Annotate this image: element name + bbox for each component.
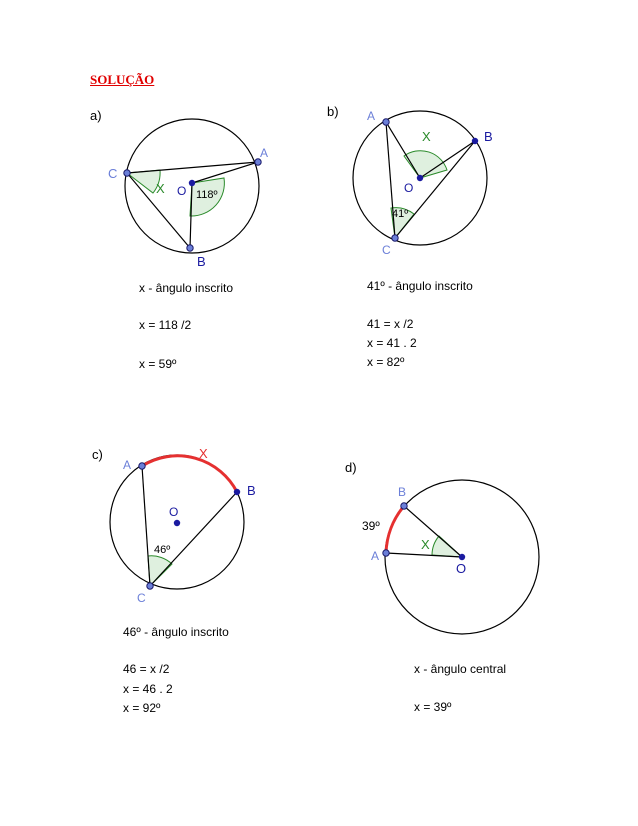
label-c: C: [382, 243, 391, 257]
inscribed-angle-46-sector: [148, 556, 172, 586]
label-o: O: [456, 561, 467, 576]
center-o: [189, 180, 195, 186]
label-o: O: [169, 505, 179, 519]
point-a: [383, 550, 389, 556]
point-c: [124, 170, 130, 176]
figure-a: [108, 119, 268, 269]
point-b: [234, 489, 240, 495]
arc-x-label: X: [199, 446, 208, 461]
figure-c: [110, 446, 256, 605]
chord-ac: [142, 466, 150, 586]
solution-a-line-2: x = 118 /2: [139, 318, 192, 332]
solution-b-line-3: x = 41 . 2: [367, 336, 417, 350]
radius-oa: [386, 122, 420, 178]
figure-b: [353, 109, 493, 257]
solution-b-line-4: x = 82º: [367, 355, 405, 369]
arc-ab: [386, 506, 404, 553]
part-d-label: d): [345, 460, 357, 475]
angle-x-label: X: [156, 181, 165, 196]
solution-d-line-2: x = 39º: [414, 700, 452, 714]
label-c: C: [108, 166, 118, 181]
point-b: [187, 245, 193, 251]
solution-b-line-2: 41 = x /2: [367, 317, 414, 331]
solution-a-line-1: x - ângulo inscrito: [139, 281, 234, 295]
center-o: [417, 175, 423, 181]
center-o: [174, 520, 180, 526]
angle-118-label: 118º: [196, 189, 218, 201]
arc-ab: [142, 456, 237, 492]
chord-bc: [150, 492, 237, 586]
label-a: A: [367, 109, 376, 123]
part-c-label: c): [92, 447, 103, 462]
point-c: [392, 235, 398, 241]
label-b: B: [398, 485, 407, 499]
label-b: B: [197, 254, 206, 269]
label-o: O: [404, 181, 414, 195]
angle-x-label: X: [422, 129, 431, 144]
solution-d-line-1: x - ângulo central: [414, 662, 507, 676]
label-a: A: [371, 549, 380, 563]
central-angle-x-sector: [432, 536, 462, 557]
point-a: [139, 463, 145, 469]
solution-c-line-1: 46º - ângulo inscrito: [123, 625, 229, 639]
solution-b-line-1: 41º - ângulo inscrito: [367, 279, 473, 293]
solution-c-line-4: x = 92º: [123, 701, 161, 715]
page-title: SOLUÇÃO: [90, 72, 155, 87]
label-o: O: [177, 184, 187, 198]
point-c: [147, 583, 153, 589]
point-b: [472, 138, 478, 144]
point-a: [383, 119, 389, 125]
part-b-label: b): [327, 104, 339, 119]
center-o: [459, 554, 465, 560]
arc-39-label: 39º: [362, 519, 380, 533]
label-c: C: [137, 591, 146, 605]
chord-ca: [127, 162, 258, 173]
label-a: A: [260, 146, 269, 160]
point-b: [401, 503, 407, 509]
angle-x-label: X: [421, 537, 430, 552]
solution-c-line-3: x = 46 . 2: [123, 682, 173, 696]
angle-46-label: 46º: [154, 544, 171, 556]
label-a: A: [123, 458, 132, 472]
solution-c-line-2: 46 = x /2: [123, 662, 170, 676]
label-b: B: [484, 129, 493, 144]
part-a-label: a): [90, 108, 102, 123]
solution-a-line-3: x = 59º: [139, 357, 177, 371]
label-b: B: [247, 483, 256, 498]
figure-d: [362, 480, 539, 634]
chord-ac: [386, 122, 395, 238]
angle-41-label: 41º: [392, 208, 409, 220]
